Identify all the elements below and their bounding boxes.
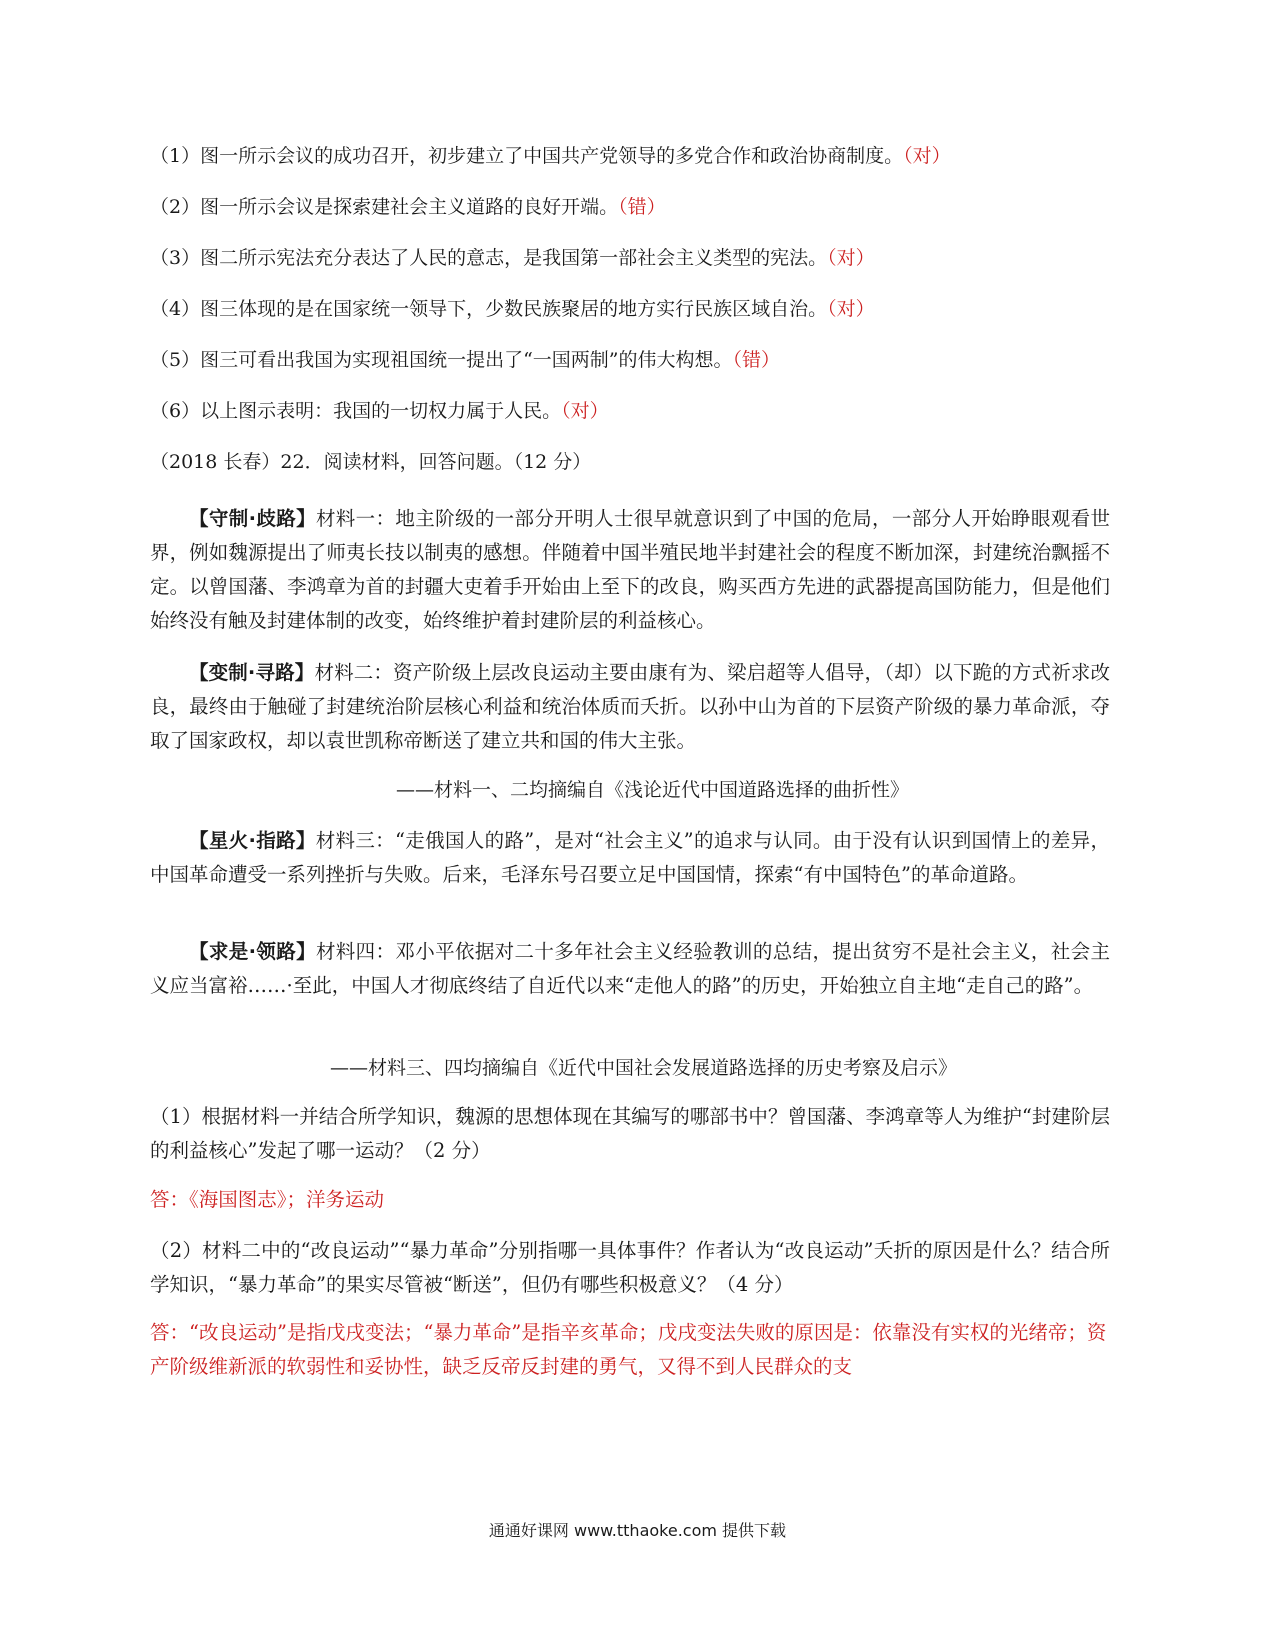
statement-text: （5）图三可看出我国为实现祖国统一提出了“一国两制”的伟大构想。: [150, 349, 733, 371]
statement-mark: （错）: [618, 196, 666, 218]
material-text: 材料三：“走俄国人的路”，是对“社会主义”的追求与认同。由于没有认识到国情上的差异，中国革命遭受一系列挫折与失败。后来，毛泽东号召要立足中国国情，探索“有中国特色”的革命道路。: [150, 829, 1110, 886]
material-tag: 【求是·领路】: [189, 940, 316, 963]
material-text: 材料一：地主阶级的一部分开明人士很早就意识到了中国的危局，一部分人开始睁眼观看世界，例如魏源提出了师夷长技以制夷的感想。伴随着中国半殖民地半封建社会的程度不断加深，封建统治飘摇不定。以曾国藩、李鸿章为首的封疆大吏着手开始由上至下的改良，购买西方先进的武器提高国防能力，但是他们始终没有触及封建体制的改变，始终维护着封建阶层的利益核心。: [150, 507, 1110, 632]
material-text: 材料四：邓小平依据对二十多年社会主义经验教训的总结，提出贫穷不是社会主义，社会主义应当富裕……·至此，中国人才彻底终结了自近代以来“走他人的路”的历史，开始独立自主地“走自己的路”。: [150, 940, 1110, 997]
statement-mark: （对）: [903, 145, 951, 167]
material-tag: 【守制·歧路】: [189, 507, 316, 530]
statement-text: （6）以上图示表明：我国的一切权力属于人民。: [150, 400, 562, 422]
material-1: [150, 502, 1110, 638]
statement-4: [150, 293, 875, 325]
material-4: [150, 935, 1110, 1003]
statement-6: [150, 395, 609, 427]
statement-text: （4）图三体现的是在国家统一领导下，少数民族聚居的地方实行民族区域自治。: [150, 298, 828, 320]
statement-mark: （对）: [561, 400, 609, 422]
statement-text: （3）图二所示宪法充分表达了人民的意志，是我国第一部社会主义类型的宪法。: [150, 247, 828, 269]
question-2: （2）材料二中的“改良运动”“暴力革命”分别指哪一具体事件？作者认为“改良运动”夭折的原因是什么？结合所学知识，“暴力革命”的果实尽管被“断送”，但仍有哪些积极意义？（4 分）: [150, 1239, 1110, 1296]
source-1: ——材料一、二均摘编自《浅论近代中国道路选择的曲折性》: [396, 779, 910, 801]
source-2: ——材料三、四均摘编自《近代中国社会发展道路选择的历史考察及启示》: [330, 1057, 958, 1079]
material-text: 材料二：资产阶级上层改良运动主要由康有为、梁启超等人倡导，（却）以下跪的方式祈求改良，最终由于触碰了封建统治阶层核心利益和统治体质而夭折。以孙中山为首的下层资产阶级的暴力革命派，夺取了国家政权，却以袁世凯称帝断送了建立共和国的伟大主张。: [150, 661, 1110, 752]
question-1: （1）根据材料一并结合所学知识，魏源的思想体现在其编写的哪部书中？曾国藩、李鸿章等人为维护“封建阶层的利益核心”发起了哪一运动？（2 分）: [150, 1105, 1110, 1162]
answer-1: 答：《海国图志》；洋务运动: [150, 1188, 385, 1211]
material-3: [150, 824, 1110, 892]
material-tag: 【变制·寻路】: [189, 661, 315, 684]
footer: 通通好课网 www.tthaoke.com 提供下载: [488, 1521, 787, 1540]
material-tag: 【星火·指路】: [189, 829, 316, 852]
statement-text: （2）图一所示会议是探索建社会主义道路的良好开端。: [150, 196, 619, 218]
statement-mark: （错）: [732, 349, 781, 371]
statement-3: [150, 242, 875, 274]
statement-mark: （对）: [827, 298, 875, 320]
statement-1: [150, 140, 951, 172]
statement-5: [150, 344, 780, 376]
statement-mark: （对）: [827, 247, 875, 269]
question-header: （2018 长春）22．阅读材料，回答问题。（12 分）: [150, 451, 592, 473]
statement-text: （1）图一所示会议的成功召开，初步建立了中国共产党领导的多党合作和政治协商制度。: [150, 145, 904, 167]
statement-2: [150, 191, 666, 223]
material-2: [150, 656, 1110, 758]
answer-2: 答：“改良运动”是指戊戌变法；“暴力革命”是指辛亥革命；戊戌变法失败的原因是：依靠没有实权的光绪帝；资产阶级维新派的软弱性和妥协性，缺乏反帝反封建的勇气，又得不到人民群众的支: [150, 1321, 1107, 1378]
